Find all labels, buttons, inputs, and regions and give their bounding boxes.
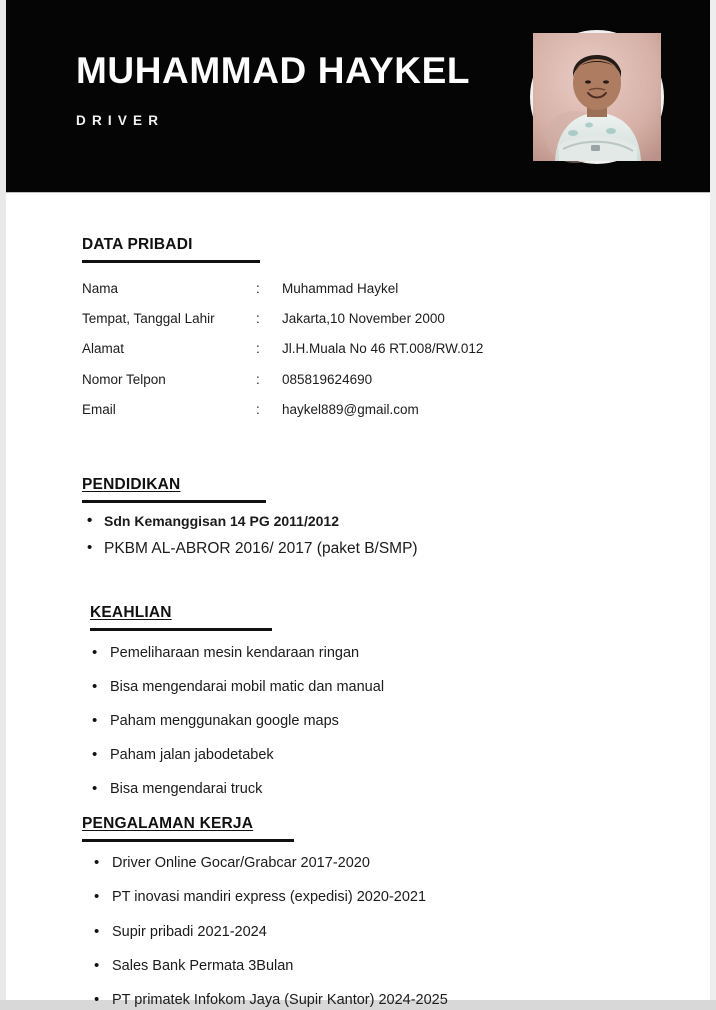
heading-rule	[90, 628, 272, 631]
field-label: Nama	[82, 281, 119, 296]
table-row	[82, 341, 483, 371]
section-heading-personal: DATA PRIBADI	[82, 236, 193, 253]
section-skills	[82, 604, 710, 798]
list-item: • Paham menggunakan google maps	[82, 713, 710, 730]
list-item: • Sdn Kemanggisan 14 PG 2011/2012	[82, 513, 710, 530]
skills-list	[82, 645, 710, 798]
heading-rule	[82, 500, 266, 503]
list-item: • Driver Online Gocar/Grabcar 2017-2020	[82, 855, 710, 872]
field-separator: :	[256, 341, 260, 357]
experience-list	[82, 855, 710, 1010]
section-heading-skills: KEAHLIAN	[90, 604, 172, 622]
field-label: Alamat	[82, 341, 125, 357]
heading-rule	[82, 260, 260, 263]
education-list	[82, 513, 710, 558]
page-title: MUHAMMAD HAYKEL	[76, 50, 471, 91]
list-item: • PT primatek Infokom Jaya (Supir Kantor) 2024-2025	[82, 992, 710, 1009]
field-value: Jl.H.Muala No 46 RT.008/RW.012	[282, 341, 484, 357]
list-item: • Bisa mengendarai mobil matic dan manual	[82, 679, 710, 696]
personal-data-table	[82, 281, 483, 432]
section-heading-education: PENDIDIKAN	[82, 475, 181, 493]
profile-photo-icon	[533, 33, 661, 161]
resume-body	[6, 236, 710, 1010]
section-personal-data	[82, 236, 710, 432]
section-heading-experience: PENGALAMAN KERJA	[82, 814, 254, 832]
heading-rule	[82, 839, 294, 842]
resume-header	[6, 0, 710, 192]
list-item: • Supir pribadi 2021-2024	[82, 924, 710, 941]
field-label: Email	[82, 401, 116, 417]
field-separator: :	[256, 311, 260, 327]
field-separator: :	[256, 371, 260, 387]
section-education	[82, 476, 710, 558]
job-title: DRIVER	[76, 112, 165, 128]
table-row	[82, 281, 483, 311]
table-row	[82, 402, 483, 432]
field-value: 085819624690	[282, 371, 373, 387]
field-value: Jakarta,10 November 2000	[282, 311, 445, 327]
table-row	[82, 372, 483, 402]
list-item: • Bisa mengendarai truck	[82, 781, 710, 798]
field-separator: :	[256, 401, 260, 417]
list-item: • Paham jalan jabodetabek	[82, 747, 710, 764]
field-value: Muhammad Haykel	[282, 281, 399, 296]
list-item: • Sales Bank Permata 3Bulan	[82, 958, 710, 975]
section-experience	[82, 815, 710, 1010]
field-separator: :	[256, 281, 260, 296]
header-text-block	[76, 52, 470, 128]
field-label: Tempat, Tanggal Lahir	[82, 311, 215, 327]
list-item: • PT inovasi mandiri express (expedisi) 2020-2021	[82, 889, 710, 906]
avatar	[530, 30, 664, 164]
field-value: haykel889@gmail.com	[282, 401, 419, 417]
table-row	[82, 311, 483, 341]
list-item: • PKBM AL-ABROR 2016/ 2017 (paket B/SMP)	[82, 540, 710, 559]
list-item: • Pemeliharaan mesin kendaraan ringan	[82, 645, 710, 662]
field-label: Nomor Telpon	[82, 371, 166, 387]
